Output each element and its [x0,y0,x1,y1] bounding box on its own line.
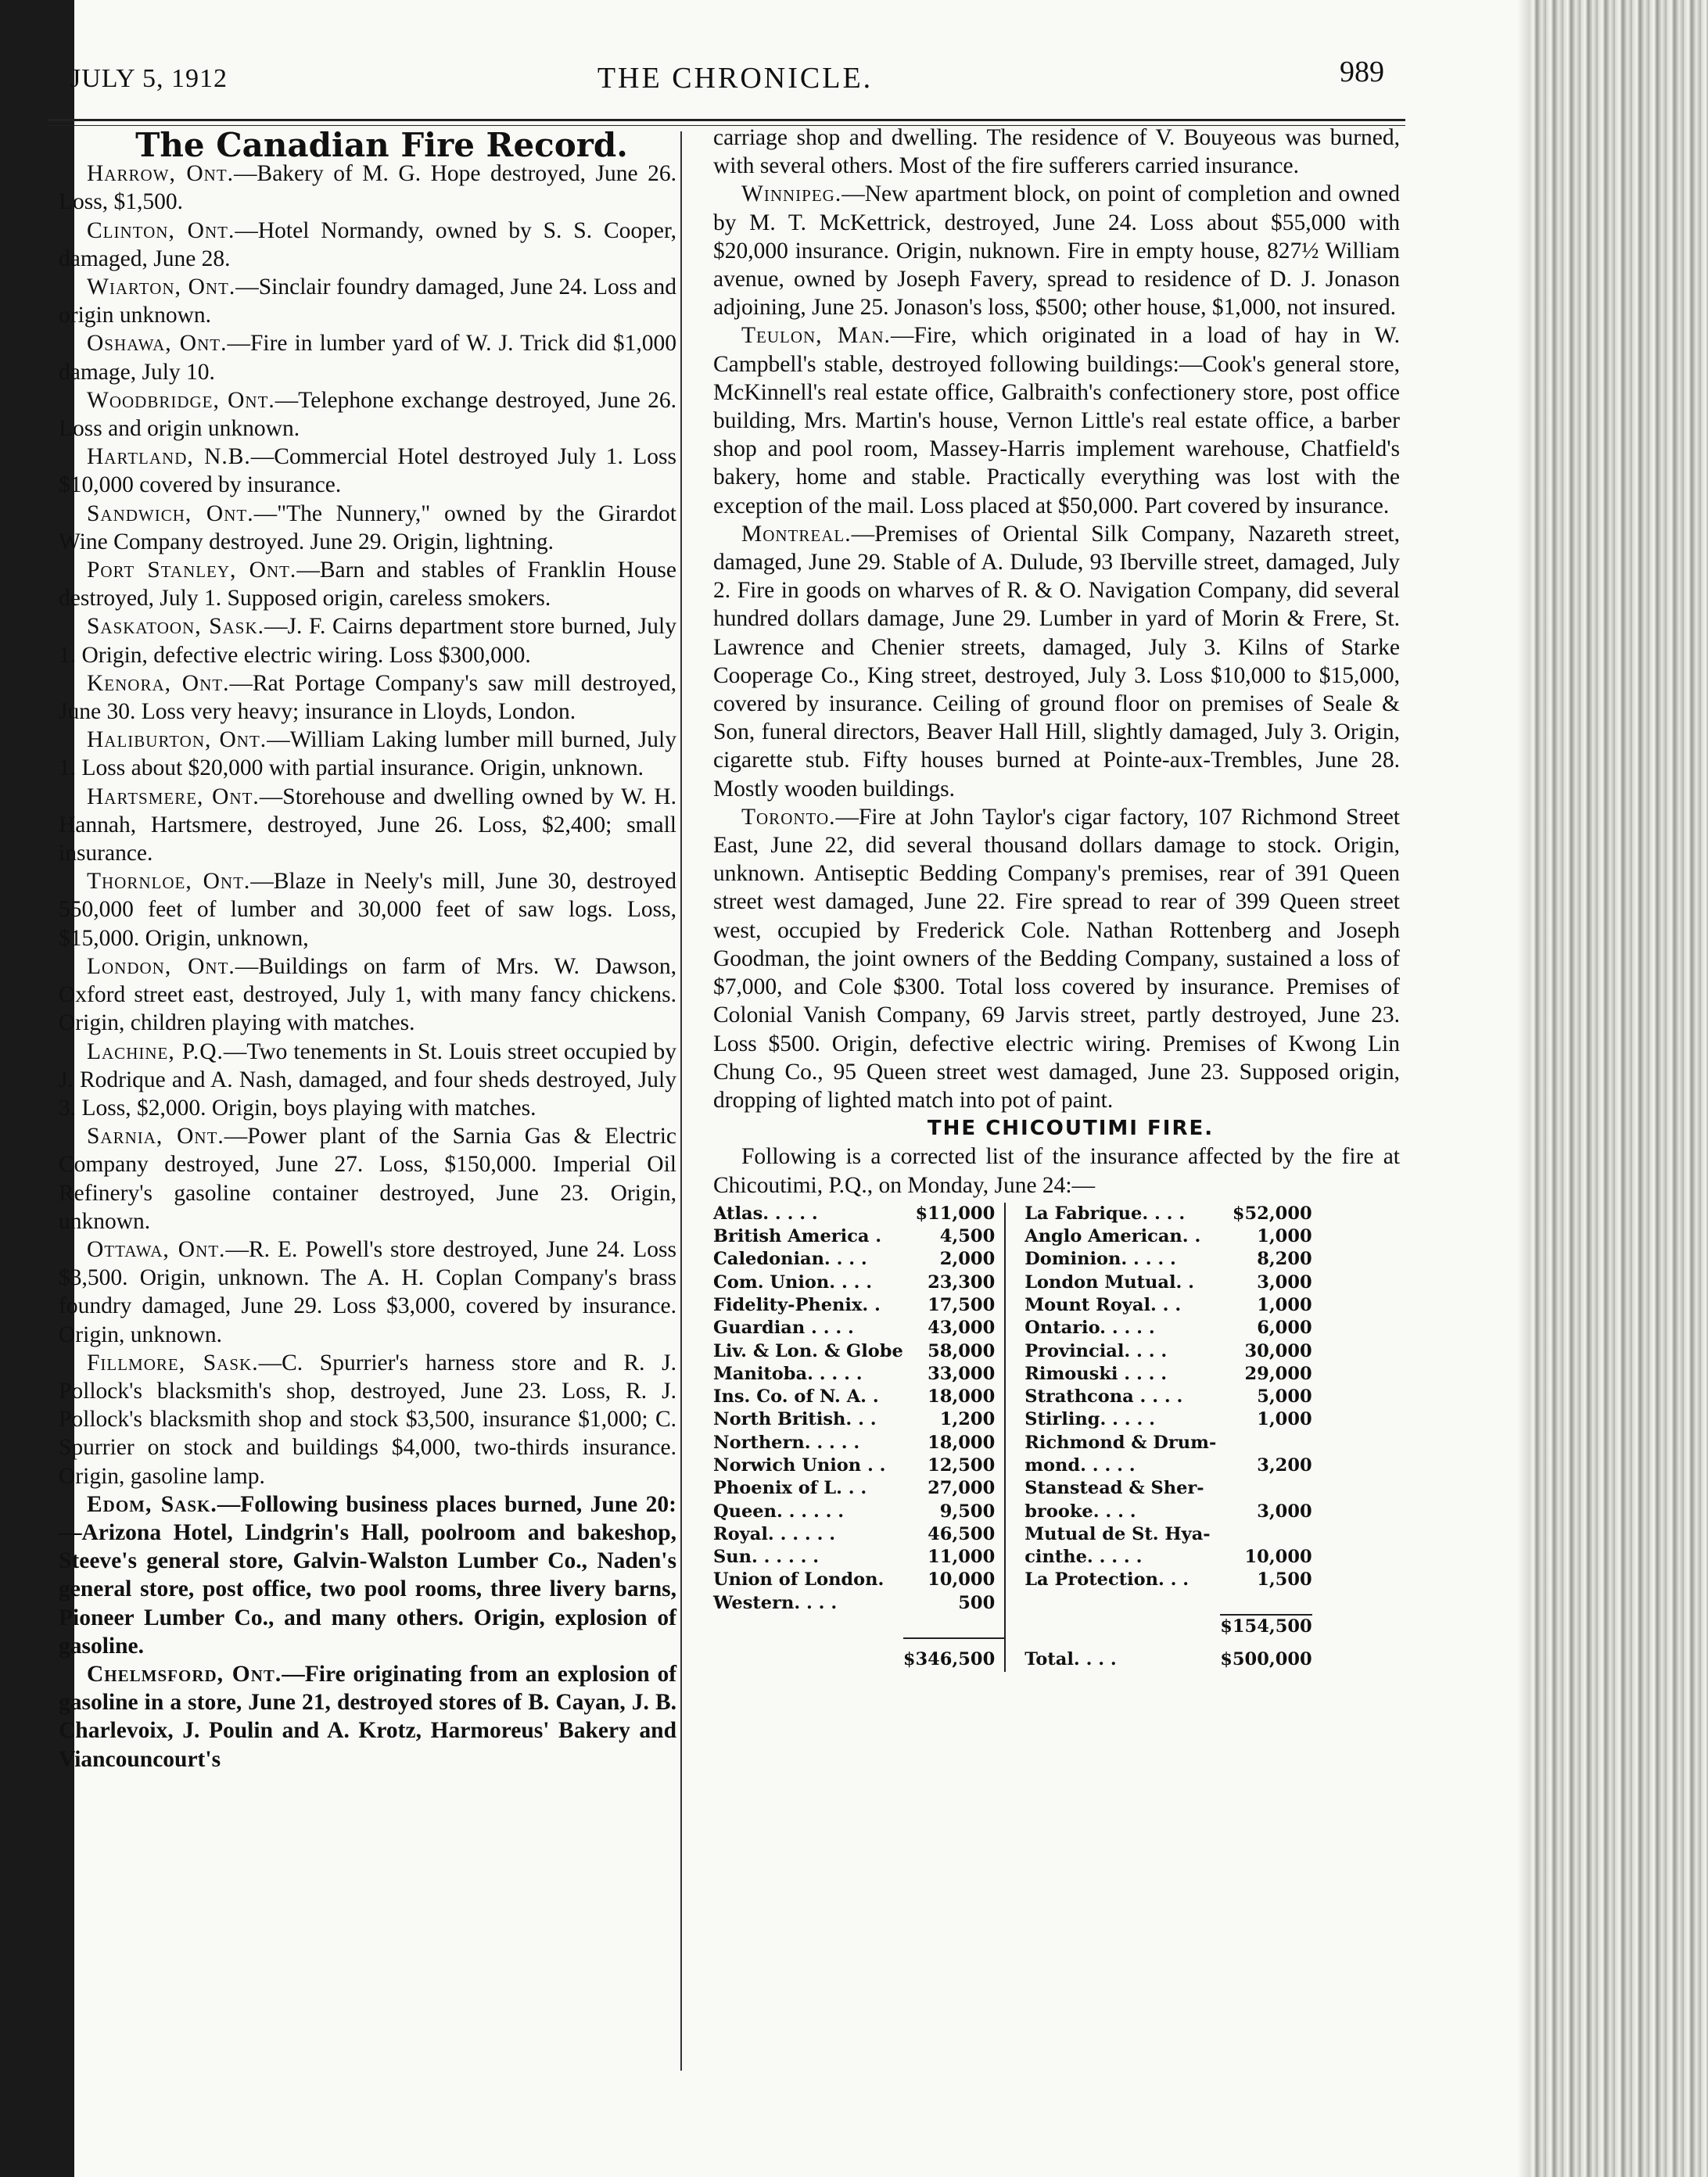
entry-text: —J. F. Cairns department store burned, July 1. Origin, defective electric wiring. Loss $300,000. [59,614,676,668]
amount-right: 5,000 [1257,1386,1312,1408]
amount-left: 2,000 [939,1249,996,1270]
amount-left: $11,000 [915,1203,996,1224]
insurance-row [713,1546,1312,1569]
company-right: mond. . . . . [1024,1454,1136,1476]
fire-entry [59,1038,676,1123]
entry-place: Toronto. [741,804,836,830]
entry-text: —Storehouse and dwelling owned by W. H. Hannah, Hartsmere, destroyed, June 26. Loss, $2,400; small insurance. [59,784,676,866]
entry-text: —R. E. Powell's store destroyed, June 24. Loss $3,500. Origin, unknown. The A. H. Coplan Company's brass foundry damaged, June 29. Loss $3,000, covered by insurance. Origin, unknown. [59,1236,676,1347]
row-divider [1005,1523,1017,1546]
entry-text: —Barn and stables of Franklin House destroyed, July 1. Supposed origin, careless smokers. [59,558,676,611]
fire-entry [59,783,676,868]
row-divider [1005,1248,1017,1271]
amount-right: 29,000 [1244,1363,1312,1384]
amount-left: 1,200 [939,1409,996,1430]
row-divider [1005,1501,1017,1523]
entry-text: —William Laking lumber mill burned, July 1. Loss about $20,000 with partial insurance. Origin, unknown. [59,727,676,781]
row-divider [1005,1203,1017,1225]
company-left: Norwich Union . . [713,1454,886,1476]
insurance-row [713,1271,1312,1294]
fire-entry [59,1349,676,1490]
entry-place: Montreal. [741,521,852,547]
company-right: Provincial. . . . [1024,1340,1168,1361]
entry-text: —Fire originating from an explosion of gasoline in a store, June 21, destroyed stores of B. Cayan, J. B. Charlevoix, J. Poulin and A. Krotz, Harmoreus' Bakery and Viancouncourt's [59,1661,677,1772]
entry-text: —Following business places burned, June 20:—Arizona Hotel, Lindgrin's Hall, poolroom and bakeshop, Steeve's general store, Galvin-Walston Lumber Co., Naden's general store, post office, two pool rooms, three livery barns, Pioneer Lumber Co., and many others. Origin, explosion of gasoline. [59,1491,676,1659]
fire-entry [59,612,676,669]
entry-place: Sandwich, Ont. [87,500,254,526]
entry-place: Clinton, Ont. [87,217,235,243]
insurance-row [713,1523,1312,1546]
entry-place: Fillmore, Sask. [87,1350,259,1375]
subtotal-row [713,1615,1312,1638]
entry-place: Kenora, Ont. [87,670,230,696]
amount-right: 1,000 [1257,1294,1312,1315]
company-right: La Protection. . . [1024,1569,1190,1591]
amount-left: 58,000 [928,1340,996,1361]
company-right: Strathcona . . . . [1024,1386,1183,1408]
entry-text: —C. Spurrier's harness store and R. J. Pollock's blacksmith's shop, destroyed, June 23. Loss, R. J. Pollock's blacksmith shop and stock $3,500, insurance $1,000; C. Spurrier on stock and buildings $4,000, two-thirds insurance. Origin, gasoline lamp. [59,1350,676,1489]
entry-place: Lachine, P.Q. [87,1038,224,1064]
left-bold-entries [59,1490,676,1774]
entry-place: Hartsmere, Ont. [87,784,260,809]
fire-entry [59,1236,676,1349]
company-left: Phoenix of L. . . [713,1478,867,1499]
fire-entry [59,867,676,952]
company-left: Manitoba. . . . . [713,1363,863,1384]
entry-place: Port Stanley, Ont. [87,558,297,583]
insurance-row [713,1363,1312,1386]
company-right: Mutual de St. Hya- [1024,1523,1211,1544]
chicoutimi-intro: Following is a corrected list of the insurance affected by the fire at Chicoutimi, P.Q., on Monday, June 24:— [713,1144,1400,1198]
company-left: Caledonian. . . . [713,1249,867,1270]
insurance-row [713,1340,1312,1363]
entry-place: Chelmsford, Ont. [87,1661,282,1687]
company-left: Ins. Co. of N. A. . [713,1386,879,1408]
company-left: Liv. & Lon. & Globe [713,1340,903,1361]
fire-entry [59,386,676,443]
amount-left: 18,000 [928,1432,996,1453]
fire-entry [59,952,676,1038]
amount-right: 30,000 [1244,1340,1312,1361]
company-right: La Fabrique. . . . [1024,1203,1186,1224]
amount-left: 46,500 [928,1523,996,1544]
entry-place: Woodbridge, Ont. [87,387,275,413]
amount-right: 1,000 [1257,1409,1312,1430]
insurance-row [713,1432,1312,1454]
fire-entry [59,273,676,329]
insurance-row [713,1501,1312,1523]
insurance-row [713,1294,1312,1317]
total-row [713,1638,1312,1671]
amount-right: 1,000 [1257,1226,1312,1247]
amount-right [1220,1432,1312,1454]
company-right: Rimouski . . . . [1024,1363,1168,1384]
row-divider [1005,1340,1017,1363]
fire-entry [59,500,676,556]
insurance-row [713,1203,1312,1225]
company-right [1017,1592,1220,1615]
entry-text: —Sinclair foundry damaged, June 24. Loss and origin unknown. [59,274,677,328]
company-left: Queen. . . . . . [713,1501,845,1522]
amount-right: 10,000 [1244,1547,1312,1568]
entry-place: Wiarton, Ont. [87,274,236,300]
company-left: Com. Union. . . . [713,1271,873,1293]
fire-entry [713,803,1400,1114]
fire-entry [59,443,676,499]
entry-text: —Blaze in Neely's mill, June 30, destroyed 550,000 feet of lumber and 30,000 feet of saw logs. Loss, $15,000. Origin, unknown, [59,869,676,951]
entry-place: Edom, Sask. [87,1491,217,1517]
insurance-row [713,1477,1312,1500]
fire-entry [59,556,676,612]
row-divider [1005,1454,1017,1477]
fire-entry [59,669,676,726]
article-title: The Canadian Fire Record. [135,126,628,164]
company-right: Ontario. . . . . [1024,1318,1155,1339]
fire-entry [59,1490,676,1660]
entry-text: —Power plant of the Sarnia Gas & Electric Company destroyed, June 27. Loss, $150,000. Imperial Oil Refinery's gasoline container destroyed, June 23. Origin, unknown. [59,1124,676,1234]
continuation-text: carriage shop and dwelling. The residence of V. Bouyeous was burned, with several others. Most of the fire sufferers carried insurance. [713,125,1400,179]
fire-entry [59,726,676,782]
entry-text: —Buildings on farm of Mrs. W. Dawson, Oxford street east, destroyed, July 1, with many fancy chickens. Origin, children playing with matches. [59,953,676,1036]
entry-place: Saskatoon, Sask. [87,614,264,640]
company-left: Sun. . . . . . [713,1547,820,1568]
company-left: North British. . . [713,1409,877,1430]
company-right: Anglo American. . [1024,1226,1201,1247]
book-page-edges [1529,0,1708,2177]
company-right: cinthe. . . . . [1024,1547,1143,1568]
company-left: Royal. . . . . . [713,1523,836,1544]
subtotal-right: $154,500 [1220,1615,1312,1638]
header-title: THE CHRONICLE. [597,62,874,95]
page-number: 989 [1340,56,1384,88]
amount-left: 9,500 [939,1501,996,1522]
row-divider [1005,1432,1017,1454]
insurance-table [713,1203,1312,1672]
amount-left: 27,000 [928,1478,996,1499]
entry-text: —Hotel Normandy, owned by S. S. Cooper, damaged, June 28. [59,217,676,271]
insurance-row [713,1317,1312,1340]
entry-place: Harrow, Ont. [87,161,235,187]
amount-left: 10,000 [928,1569,996,1591]
entry-place: Ottawa, Ont. [87,1236,226,1262]
entry-text: —Commercial Hotel destroyed July 1. Loss $10,000 covered by insurance. [59,444,676,498]
fire-entry [59,329,676,386]
entry-text: —Fire, which originated in a load of hay in W. Campbell's stable, destroyed following buildings:—Cook's general store, McKinnell's real estate office, Galbraith's confectionery store, post office building, Mrs. Martin's house, Vernon Little's real estate office, a barber shop and pool room, Massey-Harris implement warehouse, Chatfield's bakery, home and stable. Practically everything was lost with the exception of the mail. Loss placed at $50,000. Part covered by insurance. [713,323,1400,518]
row-divider [1005,1225,1017,1248]
insurance-row [713,1592,1312,1615]
row-divider [1005,1317,1017,1340]
row-divider [1005,1386,1017,1408]
company-right: Stanstead & Sher- [1024,1478,1204,1499]
company-right: Stirling. . . . . [1024,1409,1155,1430]
company-left: Guardian . . . . [713,1318,854,1339]
entry-place: Sarnia, Ont. [87,1124,224,1149]
total-left: $346,500 [903,1638,1005,1671]
company-right: Mount Royal. . . [1024,1294,1182,1315]
fire-entry [59,1122,676,1236]
amount-right [1220,1477,1312,1500]
amount-left: 43,000 [928,1318,996,1339]
entry-text: —Rat Portage Company's saw mill destroyed, June 30. Loss very heavy; insurance in Lloyds, London. [59,670,676,725]
row-divider [1005,1294,1017,1317]
amount-right: 8,200 [1257,1249,1312,1270]
amount-right [1220,1592,1312,1615]
header-rule [48,119,1405,121]
insurance-row [713,1225,1312,1248]
row-divider [1005,1271,1017,1294]
entry-text: —Fire at John Taylor's cigar factory, 107 Richmond Street East, June 22, did several thousand dollars damage to stock. Origin, unknown. Antiseptic Bedding Company's premises, rear of 391 Queen street west damaged, June 22. Fire spread to rear of 399 Queen street west, occupied by Frederick Cole. Nathan Rottenberg and Joseph Goodman, the joint owners of the Bedding Company, sustained a loss of $7,000, and Cole $300. Total loss covered by insurance. Premises of Colonial Vanish Company, 69 Jarvis street, partly destroyed, June 23. Loss $500. Origin, defective electric wiring. Premises of Kwong Lin Chung Co., 95 Queen street west damaged, June 23. Supposed origin, dropping of lighted match into pot of paint. [713,804,1400,1113]
company-left: Western. . . . [713,1592,838,1613]
company-right: Dominion. . . . . [1024,1249,1176,1270]
fire-entry [59,1660,676,1774]
amount-left: 4,500 [939,1226,996,1247]
chicoutimi-heading: THE CHICOUTIMI FIRE. [927,1117,1215,1141]
entry-place: Oshawa, Ont. [87,331,228,357]
amount-right: $52,000 [1232,1203,1312,1224]
fire-entry [713,180,1400,321]
company-left: Northern. . . . . [713,1432,860,1453]
total-right: $500,000 [1220,1649,1312,1670]
amount-left: 33,000 [928,1363,996,1384]
row-divider [1005,1592,1017,1615]
header-date: JULY 5, 1912 [70,64,228,93]
row-divider [1005,1408,1017,1431]
total-label: Total. . . . [1024,1649,1117,1670]
company-left: Union of London. [713,1569,884,1591]
insurance-row [713,1408,1312,1431]
right-entries [713,180,1400,1114]
column-divider [680,131,682,2071]
entry-text: —Fire in lumber yard of W. J. Trick did $1,000 damage, July 10. [59,331,677,385]
insurance-row [713,1569,1312,1591]
row-divider [1005,1569,1017,1591]
fire-entry [713,520,1400,803]
entry-place: London, Ont. [87,953,235,979]
company-left: British America . [713,1226,882,1247]
amount-right: 6,000 [1257,1318,1312,1339]
amount-left: 18,000 [928,1386,996,1408]
entry-place: Hartland, N.B. [87,444,251,470]
company-right: London Mutual. . [1024,1271,1194,1293]
amount-left: 500 [958,1592,996,1613]
entry-place: Thornloe, Ont. [87,869,251,895]
entry-text: —New apartment block, on point of completion and owned by M. T. McKettrick, destroyed, June 24. Loss about $55,000 with $20,000 insurance. Origin, nuknown. Fire in empty house, 827½ William avenue, owned by Joseph Favery, spread to residence of D. J. Jonason adjoining, June 25. Jonason's loss, $500; other house, $1,000, not insured. [713,181,1400,321]
right-column [713,124,1400,1672]
insurance-row [713,1248,1312,1271]
company-left: Atlas. . . . . [713,1203,818,1224]
left-column [59,126,677,1774]
entry-text: —"The Nunnery," owned by the Girardot Wine Company destroyed. June 29. Origin, lightning. [59,500,676,554]
company-left: Fidelity-Phenix. . [713,1294,881,1315]
amount-right: 3,200 [1257,1454,1312,1476]
page-header [70,55,1400,109]
insurance-row [713,1454,1312,1477]
amount-left: 12,500 [928,1454,996,1476]
fire-entry [59,217,676,273]
fire-entry [59,160,676,216]
entry-place: Teulon, Man. [741,323,891,349]
amount-left: 11,000 [928,1547,996,1568]
entry-text: —Telephone exchange destroyed, June 26. Loss and origin unknown. [59,387,676,442]
entry-text: —Two tenements in St. Louis street occupied by J. Rodrique and A. Nash, damaged, and four sheds destroyed, July 3. Loss, $2,000. Origin, boys playing with matches. [59,1038,677,1121]
entry-text: —Premises of Oriental Silk Company, Nazareth street, damaged, June 29. Stable of A. Dulude, 93 Iberville street, damaged, July 2. Fire in goods on wharves of R. & O. Navigation Company, did several hundred dollars damage, June 29. Lumber in yard of Morin & Frere, St. Lawrence and Chenier streets, damaged, July 3. Kilns of Starke Cooperage Co., King street, destroyed, July 3. Loss $10,000 to $15,000, covered by insurance. Ceiling of ground floor on premises of Seale & Son, funeral directors, Beaver Hall Hill, slightly damaged, July 3. Origin, cigarette stub. Fifty houses burned at Pointe-aux-Trembles, June 28. Mostly wooden buildings. [713,521,1400,802]
row-divider [1005,1363,1017,1386]
fire-entry [713,321,1400,519]
row-divider [1005,1546,1017,1569]
entry-place: Haliburton, Ont. [87,727,267,753]
amount-left: 23,300 [928,1271,996,1293]
amount-right: 3,000 [1257,1271,1312,1293]
entry-place: Winnipeg. [741,181,842,207]
amount-right [1220,1523,1312,1546]
insurance-row [713,1386,1312,1408]
company-right: brooke. . . . [1024,1501,1136,1522]
company-right: Richmond & Drum- [1024,1432,1217,1453]
amount-right: 3,000 [1257,1501,1312,1522]
amount-left: 17,500 [928,1294,996,1315]
left-entries [59,160,676,1490]
amount-right: 1,500 [1257,1569,1312,1591]
row-divider [1005,1477,1017,1500]
entry-text: —Bakery of M. G. Hope destroyed, June 26. Loss, $1,500. [59,161,676,215]
